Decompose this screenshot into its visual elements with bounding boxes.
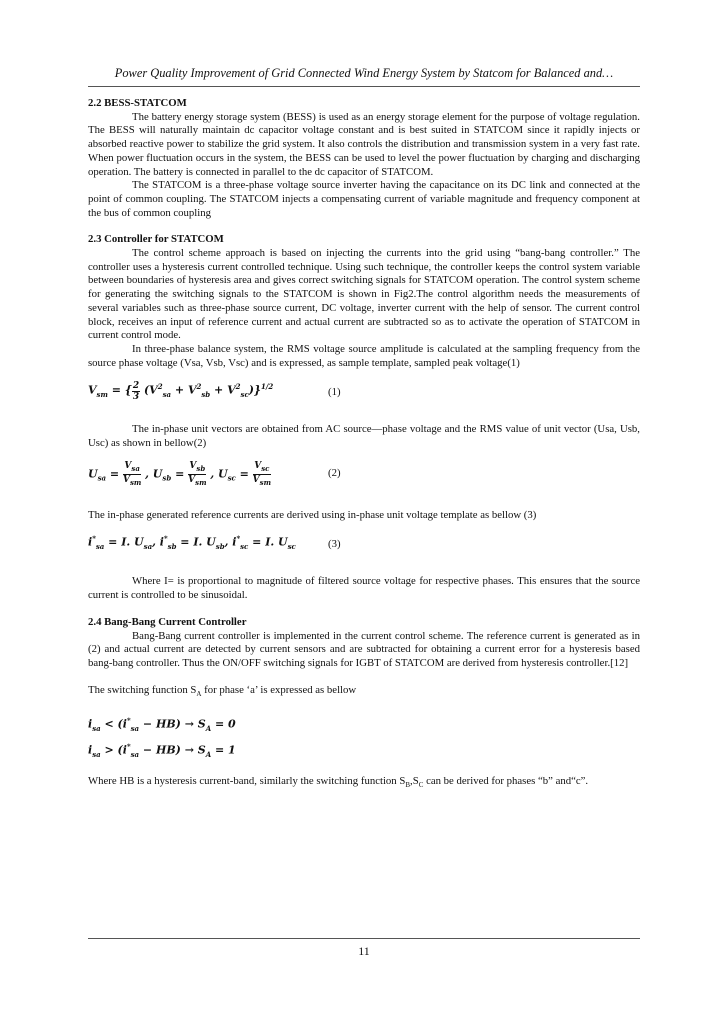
equation-2-number: (2) [328,466,341,479]
section-heading-2-4: 2.4 Bang-Bang Current Controller [88,615,247,628]
section-heading-2-3: 2.3 Controller for STATCOM [88,233,224,246]
page-body [88,97,640,792]
paragraph: In three-phase balance system, the RMS voltage source amplitude is calculated at the sampling frequency from the source phase voltage (Vsa, Vsb, Vsc) and is expressed, as sample template, sampled peak voltage(1) [88,342,640,369]
footer-rule [88,938,640,939]
equation-switch-1-formula: $i_{sa} > (i^*_{sa} - HB) \to S_A = 1$ [88,741,236,759]
running-header: Power Quality Improvement of Grid Connected Wind Energy System by Statcom for Balanced and… [114,66,614,80]
paragraph: Bang-Bang current controller is implemented in the current control scheme. The reference current is generated as in (2) and actual current are detected by current sensors and are subtracted for obtaining a current error for a hysteresis based bang-bang controller. Thus the ON/OFF switching signals for IGBT of STATCOM are derived from hysteresis controller.[12] [88,629,640,669]
equation-1-formula: $V_{sm}$ = { $\frac{2}{3}$ $(V^2_{sa} + V^2_{sb} + V^2_{sc})\}^{1/2}$ [88,380,274,402]
paragraph: The battery energy storage system (BESS) is used as an energy storage element for the purpose of voltage regulation. The BESS will naturally maintain dc capacitor voltage constant and is best suited in STATCOM since it rapidly injects or absorbed reactive power to stabilize the grid system. It also controls the distribution and transmission system in a very fast rate. When power fluctuation occurs in the system, the BESS can be used to level the power fluctuation by charging and discharging operation. The battery is connected in parallel to the dc capacitor of STATCOM. [88,110,640,178]
paragraph: The switching function $S_A$ for phase ‘a’ is expressed as bellow [88,683,357,698]
equation-2-formula: $U_{sa}$ = $\frac{V_{sa}}{V_{sm}}$ , $U_{sb}$ = $\frac{V_{sb}}{V_{sm}}$ , $U_{sc}$ = $\frac{V_{sc}}{V_{sm}}$ [88,460,272,487]
equation-3-number: (3) [328,538,341,551]
equation-1 [88,380,640,410]
equation-switch-0 [88,714,640,736]
equation-switch-1 [88,740,640,762]
section-heading-2-2: 2.2 BESS-STATCOM [88,97,187,109]
equation-switch-0-formula: $i_{sa} < (i^*_{sa} - HB) \to S_A = 0$ [88,715,236,733]
paragraph: Where HB is a hysteresis current-band, similarly the switching function $S_B,S_C$ can be derived for phases “b” and“c”. [88,774,589,789]
page-number: 11 [358,944,370,958]
paragraph: The control scheme approach is based on injecting the currents into the grid using “bang-bang controller.” The controller uses a hysteresis current controlled technique. Using such technique, the controller keeps the control system variable between boundaries of hysteresis area and gives correct switching signals for STATCOM operation. The control system scheme for generating the switching signals to the STATCOM is shown in Fig2.The control algorithm needs the measurements of several variables such as three-phase source current, DC voltage, inverter current with the help of sensor. The current control block, receives an input of reference current and actual current are subtracted so as to activate the operation of STATCOM in current control mode. [88,247,640,342]
paragraph: The STATCOM is a three-phase voltage source inverter having the capacitance on its DC link and connected at the point of common coupling. The STATCOM injects a compensating current of variable magnitude and frequency component at the bus of common coupling [88,179,640,219]
equation-3 [88,532,640,562]
equation-1-number: (1) [328,386,341,399]
paragraph: The in-phase unit vectors are obtained from AC source—phase voltage and the RMS value of unit vector (Usa, Usb, Usc) as shown in bellow(2) [88,423,640,450]
header-rule [88,86,640,87]
paragraph: Where I= is proportional to magnitude of filtered source voltage for respective phases. This ensures that the source current is controlled to be sinusoidal. [88,575,640,602]
paragraph: The in-phase generated reference currents are derived using in-phase unit voltage template as bellow (3) [88,508,537,521]
equation-2 [88,461,640,491]
equation-3-formula: $i^*_{sa} = I$. $U_{sa}$, $i^*_{sb} = I$. $U_{sb}$, $i^*_{sc} = I$. $U_{sc}$ [88,534,296,552]
